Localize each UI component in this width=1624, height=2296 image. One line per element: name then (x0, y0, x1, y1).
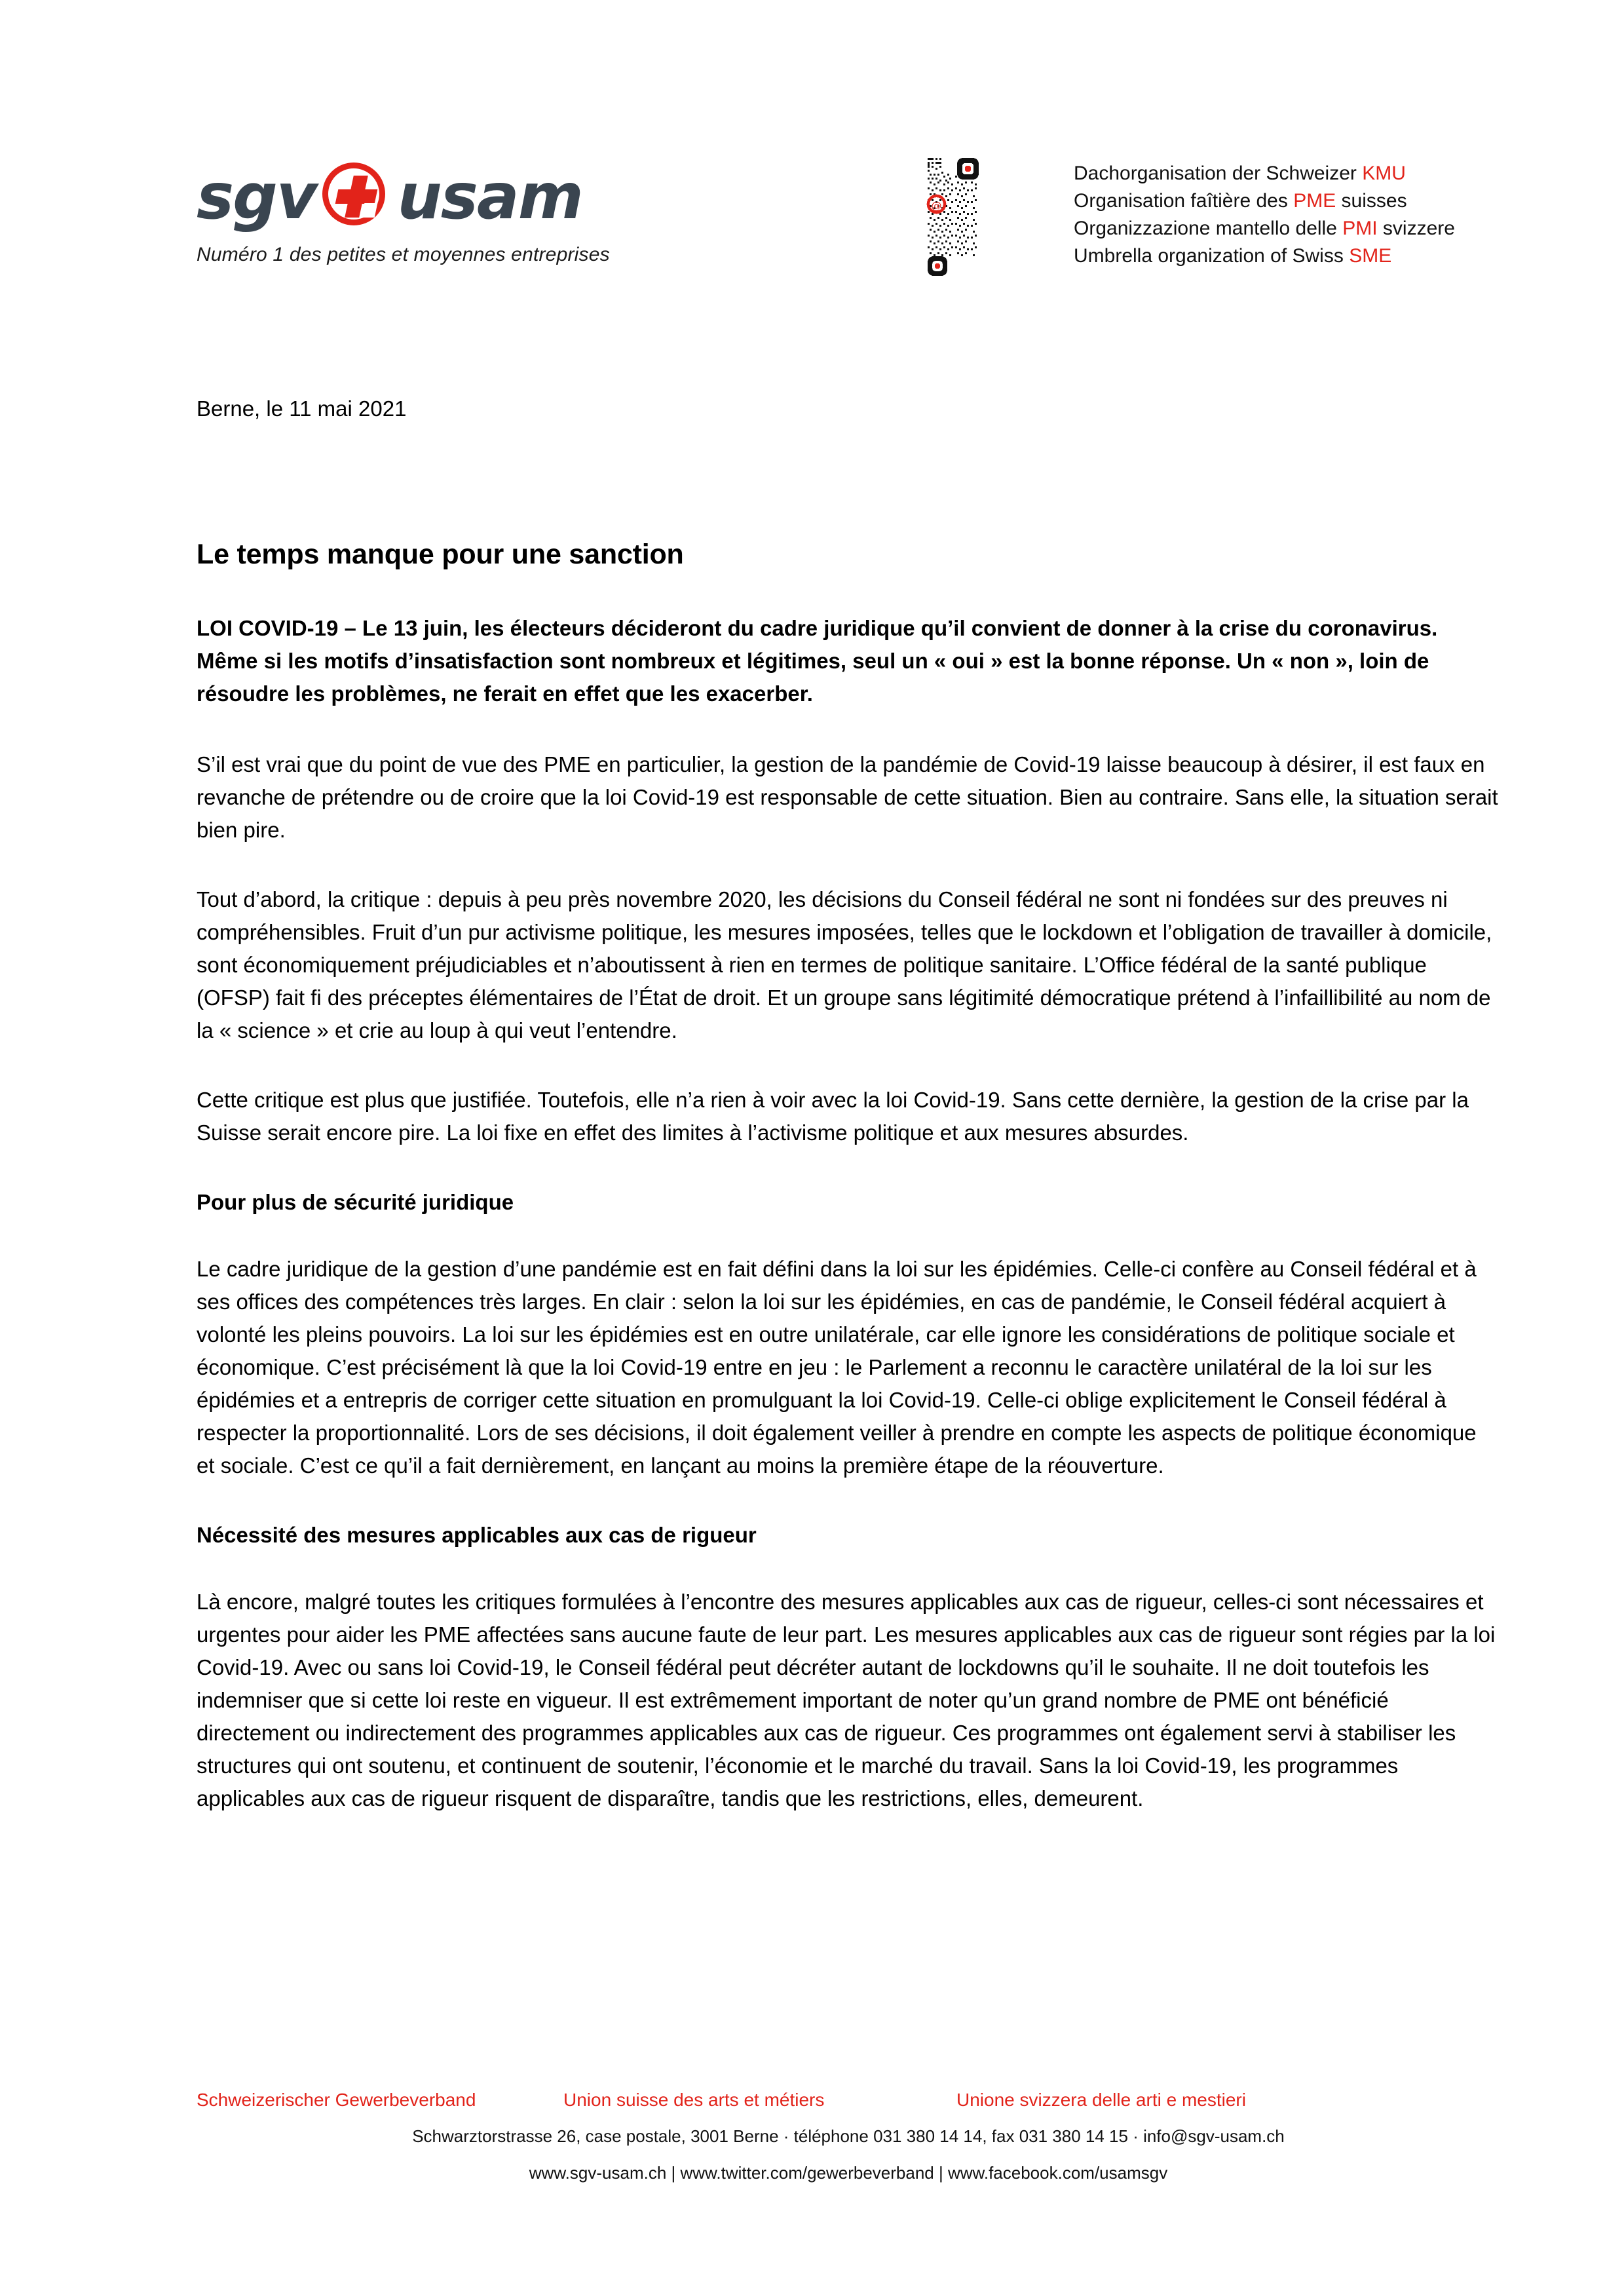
footer-org-it: Unione svizzera delle arti e mestieri (956, 2090, 1246, 2110)
header-taglines (1074, 156, 1455, 270)
date-line: Berne, le 11 mai 2021 (197, 396, 407, 421)
tagline-fr (1074, 187, 1455, 215)
footer-org-fr: Union suisse des arts et métiers (563, 2090, 825, 2110)
tagline-fr-before: Organisation faîtière des (1074, 190, 1294, 212)
footer-links-line[interactable]: www.sgv-usam.ch | www.twitter.com/gewerbeverband | www.facebook.com/usamsgv (529, 2163, 1168, 2183)
body-paragraph-3: Cette critique est plus que justifiée. Toutefois, elle n’a rien à voir avec la loi Covid-19. Sans cette dernière, la gestion de la crise par la Suisse serait encore pire. La loi fixe en effet des limites à l’activisme politique et aux mesures absurdes. (197, 1088, 1469, 1145)
tagline-de (1074, 160, 1455, 187)
body-paragraph-4: Le cadre juridique de la gestion d’une pandémie est en fait défini dans la loi sur les épidémies. Celle-ci confère au Conseil fédéral et à ses offices des compétences très larges. En clair : selon la loi sur les épidémies, en cas de pandémie, le Conseil fédéral acquiert à volonté les pleins pouvoirs. La loi sur les épidémies est en outre unilatérale, car elle ignore les considérations de politique sociale et économique. C’est précisément là que la loi Covid-19 entre en jeu : le Parlement a reconnu le caractère unilatéral de la loi sur les épidémies et a entrepris de corriger cette situation en promulguant la loi Covid-19. Celle-ci oblige explicitement le Conseil fédéral à respecter la proportionnalité. Lors de ses décisions, il doit également veiller à prendre en compte les aspects de politique économique et sociale. C’est ce qu’il a fait dernièrement, en lançant au moins la première étape de la réouverture. (197, 1257, 1477, 1478)
tagline-fr-after: suisses (1336, 190, 1407, 212)
tagline-en (1074, 242, 1455, 270)
page-title: Le temps manque pour une sanction (197, 539, 684, 570)
tagline-it-after: svizzere (1377, 218, 1455, 239)
header-qr-and-taglines (926, 156, 1455, 278)
tagline-fr-accent: PME (1293, 190, 1336, 212)
subheading-securite-juridique: Pour plus de sécurité juridique (197, 1190, 514, 1214)
tagline-de-accent: KMU (1362, 163, 1406, 184)
page-header (0, 0, 1624, 315)
page-footer (197, 2087, 1500, 2187)
document-body (197, 393, 1500, 1852)
tagline-en-before: Umbrella organization of Swiss (1074, 245, 1350, 267)
sgv-usam-logo (197, 157, 655, 266)
tagline-de-before: Dachorganisation der Schweizer (1074, 163, 1363, 184)
footer-org-de: Schweizerischer Gewerbeverband (197, 2090, 476, 2110)
tagline-it (1074, 215, 1455, 242)
body-paragraph-5: Là encore, malgré toutes les critiques formulées à l’encontre des mesures applicables aux cas de rigueur, celles-ci sont nécessaires et urgentes pour aider les PME affectées sans aucune faute de leur part. Les mesures applicables aux cas de rigueur sont régies par la loi Covid-19. Avec ou sans loi Covid-19, le Conseil fédéral peut décréter autant de lockdowns qu’il le souhaite. Il ne doit toutefois les indemniser que si cette loi reste en vigueur. Il est extrêmement important de noter qu’un grand nombre de PME ont bénéficié directement ou indirectement des programmes applicables aux cas de rigueur. Ces programmes ont également servi à stabiliser les structures qui ont soutenu, et continuent de soutenir, l’économie et le marché du travail. Sans la loi Covid-19, les programmes applicables aux cas de rigueur risquent de disparaître, tandis que les restrictions, elles, demeurent. (197, 1590, 1496, 1810)
logo-tagline: Numéro 1 des petites et moyennes entreprises (197, 244, 610, 265)
tagline-it-before: Organizzazione mantello delle (1074, 218, 1343, 239)
qr-code-icon (926, 156, 1048, 278)
tagline-en-accent: SME (1349, 245, 1392, 267)
lead-paragraph: LOI COVID-19 – Le 13 juin, les électeurs décideront du cadre juridique qu’il convient de donner à la crise du coronavirus. Même si les motifs d’insatisfaction sont nombreux et légitimes, seul un « oui » est la bonne réponse. Un « non », loin de résoudre les problèmes, ne ferait en effet que les exacerber. (197, 616, 1438, 706)
logo-text-sgv: sgv (197, 160, 316, 233)
svg-text:@: @ (931, 199, 942, 212)
logo-text-usam: usam (397, 160, 582, 233)
tagline-it-accent: PMI (1342, 218, 1378, 239)
footer-address-line: Schwarztorstrasse 26, case postale, 3001 Berne · téléphone 031 380 14 14, fax 031 380 14 15 · info@sgv-usam.ch (412, 2126, 1285, 2146)
footer-organisation-names (197, 2087, 1500, 2113)
body-paragraph-1: S’il est vrai que du point de vue des PME en particulier, la gestion de la pandémie de Covid-19 laisse beaucoup à désirer, il est faux en revanche de prétendre ou de croire que la loi Covid-19 est responsable de cette situation. Bien au contraire. Sans elle, la situation serait bien pire. (197, 752, 1498, 842)
swiss-cross-circle-icon (320, 160, 393, 233)
subheading-cas-de-rigueur: Nécessité des mesures applicables aux cas de rigueur (197, 1523, 757, 1547)
logo-wordmark (197, 157, 655, 236)
body-paragraph-2: Tout d’abord, la critique : depuis à peu près novembre 2020, les décisions du Conseil fédéral ne sont ni fondées sur des preuves ni compréhensibles. Fruit d’un pur activisme politique, les mesures imposées, telles que le lockdown et l’obligation de travailler à domicile, sont économiquement préjudiciables et n’aboutissent à rien en termes de politique sanitaire. L’Office fédéral de la santé publique (OFSP) fait fi des préceptes élémentaires de l’État de droit. Et un groupe sans légitimité démocratique prétend à l’infaillibilité au nom de la « science » et crie au loup à qui veut l’entendre. (197, 887, 1492, 1043)
